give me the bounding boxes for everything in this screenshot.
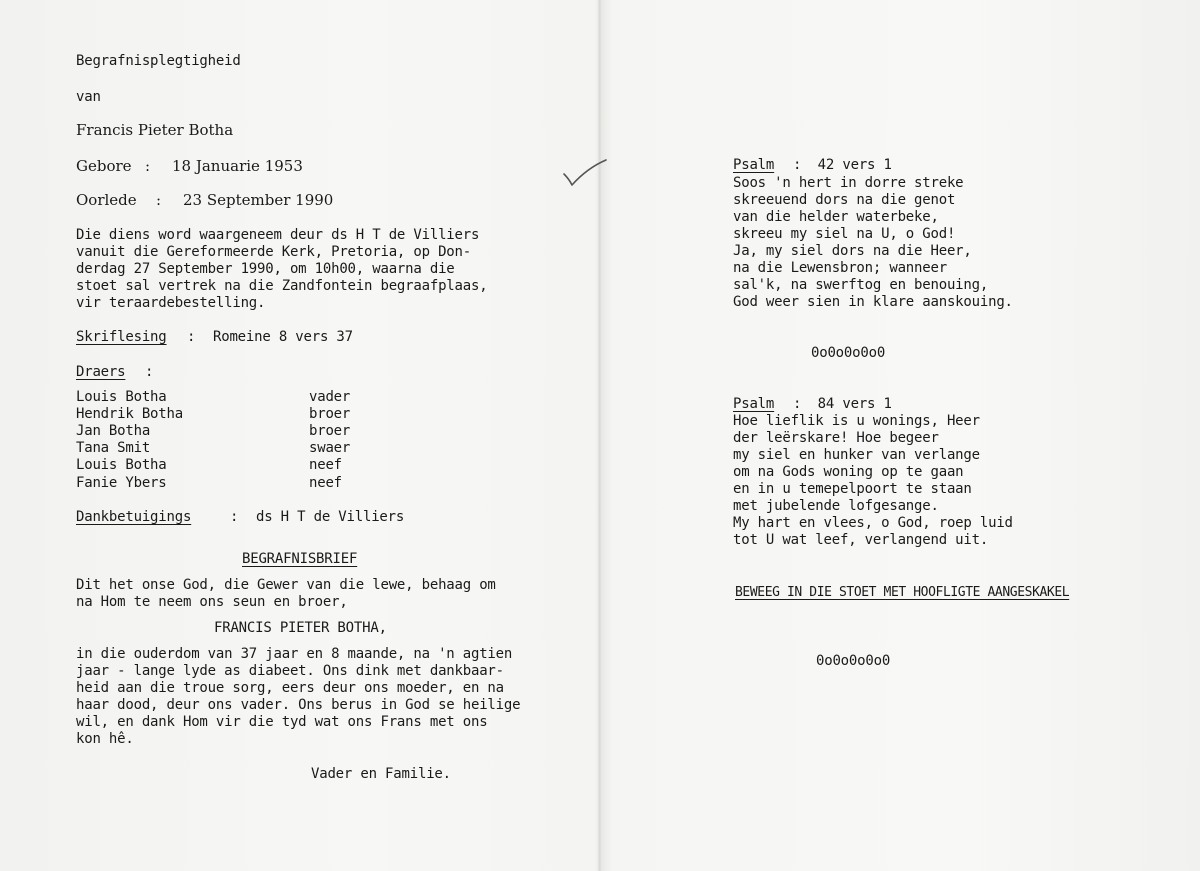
letter-line: jaar - lange lyde as diabeet. Ons dink met dankbaar- [76, 663, 504, 679]
bearer-name: Fanie Ybers [76, 475, 167, 491]
bearer-name: Louis Botha [76, 457, 167, 473]
bearer-name: Louis Botha [76, 389, 167, 405]
verse-line: om na Gods woning op te gaan [733, 464, 964, 480]
psalm-42-reference: : 42 vers 1 [793, 157, 892, 173]
born-separator: : [145, 157, 151, 175]
verse-line: skreeu my siel na U, o God! [733, 226, 956, 242]
letter-line: wil, en dank Hom vir die tyd wat ons Frans met ons [76, 714, 488, 730]
bearer-name: Tana Smit [76, 440, 151, 456]
letter-heading: BEGRAFNISBRIEF [242, 551, 358, 567]
verse-line: van die helder waterbeke, [733, 209, 939, 225]
verse-line: My hart en vlees, o God, roep luid [733, 515, 1013, 531]
bearer-relation: vader [309, 389, 351, 405]
service-line: derdag 27 September 1990, om 10h00, waarna die [76, 261, 455, 277]
deceased-name: Francis Pieter Botha [76, 121, 234, 139]
verse-line: met jubelende lofgesange. [733, 498, 939, 514]
bearers-label: Draers [76, 364, 126, 380]
letter-line: in die ouderdom van 37 jaar en 8 maande, na 'n agtien [76, 646, 513, 662]
divider-ornament: 0o0o0o0o0 [811, 345, 886, 361]
letter-line: na Hom te neem ons seun en broer, [76, 594, 348, 610]
service-line: vanuit die Gereformeerde Kerk, Pretoria, op Don- [76, 244, 471, 260]
bearers-separator: : [145, 364, 154, 380]
verse-line: der leërskare! Hoe begeer [733, 430, 939, 446]
bearer-relation: broer [309, 406, 351, 422]
thanks-value: ds H T de Villiers [256, 509, 405, 525]
verse-line: skreeuend dors na die genot [733, 192, 956, 208]
letter-line: haar dood, deur ons vader. Ons berus in God se heilige [76, 697, 521, 713]
psalm-84-label: Psalm [733, 396, 775, 412]
born-date: 18 Januarie 1953 [172, 157, 303, 175]
died-label: Oorlede [76, 191, 137, 209]
service-line: Die diens word waargeneem deur ds H T de Villiers [76, 227, 480, 243]
verse-line: na die Lewensbron; wanneer [733, 260, 947, 276]
scripture-separator: : [187, 329, 196, 345]
died-separator: : [156, 191, 162, 209]
letter-name: FRANCIS PIETER BOTHA, [214, 620, 387, 636]
verse-line: God weer sien in klare aanskouing. [733, 294, 1013, 310]
page-fold [598, 0, 601, 871]
born-label: Gebore [76, 157, 132, 175]
letter-line: heid aan die troue sorg, eers deur ons moeder, en na [76, 680, 504, 696]
thanks-label: Dankbetuigings [76, 509, 192, 525]
van-text: van [76, 89, 101, 105]
verse-line: en in u temepelpoort te staan [733, 481, 972, 497]
divider-ornament: 0o0o0o0o0 [816, 653, 891, 669]
bearer-relation: neef [309, 457, 342, 473]
bearer-name: Jan Botha [76, 423, 151, 439]
scripture-value: Romeine 8 vers 37 [213, 329, 353, 345]
verse-line: sal'k, na swerftog en benouing, [733, 277, 989, 293]
bearer-relation: broer [309, 423, 351, 439]
letter-line: kon hê. [76, 731, 134, 747]
service-line: stoet sal vertrek na die Zandfontein begraafplaas, [76, 278, 488, 294]
letter-line: Dit het onse God, die Gewer van die lewe, behaag om [76, 577, 496, 593]
psalm-84-reference: : 84 vers 1 [793, 396, 892, 412]
verse-line: Hoe lieflik is u wonings, Heer [733, 413, 980, 429]
letter-signature: Vader en Familie. [311, 766, 451, 782]
bearer-relation: neef [309, 475, 342, 491]
verse-line: Ja, my siel dors na die Heer, [733, 243, 972, 259]
check-mark-icon [560, 158, 610, 190]
programme-title: Begrafnisplegtigheid [76, 53, 241, 69]
bearer-relation: swaer [309, 440, 351, 456]
bearer-name: Hendrik Botha [76, 406, 183, 422]
service-line: vir teraardebestelling. [76, 295, 266, 311]
thanks-separator: : [230, 509, 239, 525]
procession-notice: BEWEEG IN DIE STOET MET HOOFLIGTE AANGESKAKEL [735, 585, 1070, 600]
verse-line: Soos 'n hert in dorre streke [733, 175, 964, 191]
psalm-42-label: Psalm [733, 157, 775, 173]
died-date: 23 September 1990 [183, 191, 334, 209]
verse-line: my siel en hunker van verlange [733, 447, 980, 463]
scripture-label: Skriflesing [76, 329, 167, 345]
verse-line: tot U wat leef, verlangend uit. [733, 532, 989, 548]
